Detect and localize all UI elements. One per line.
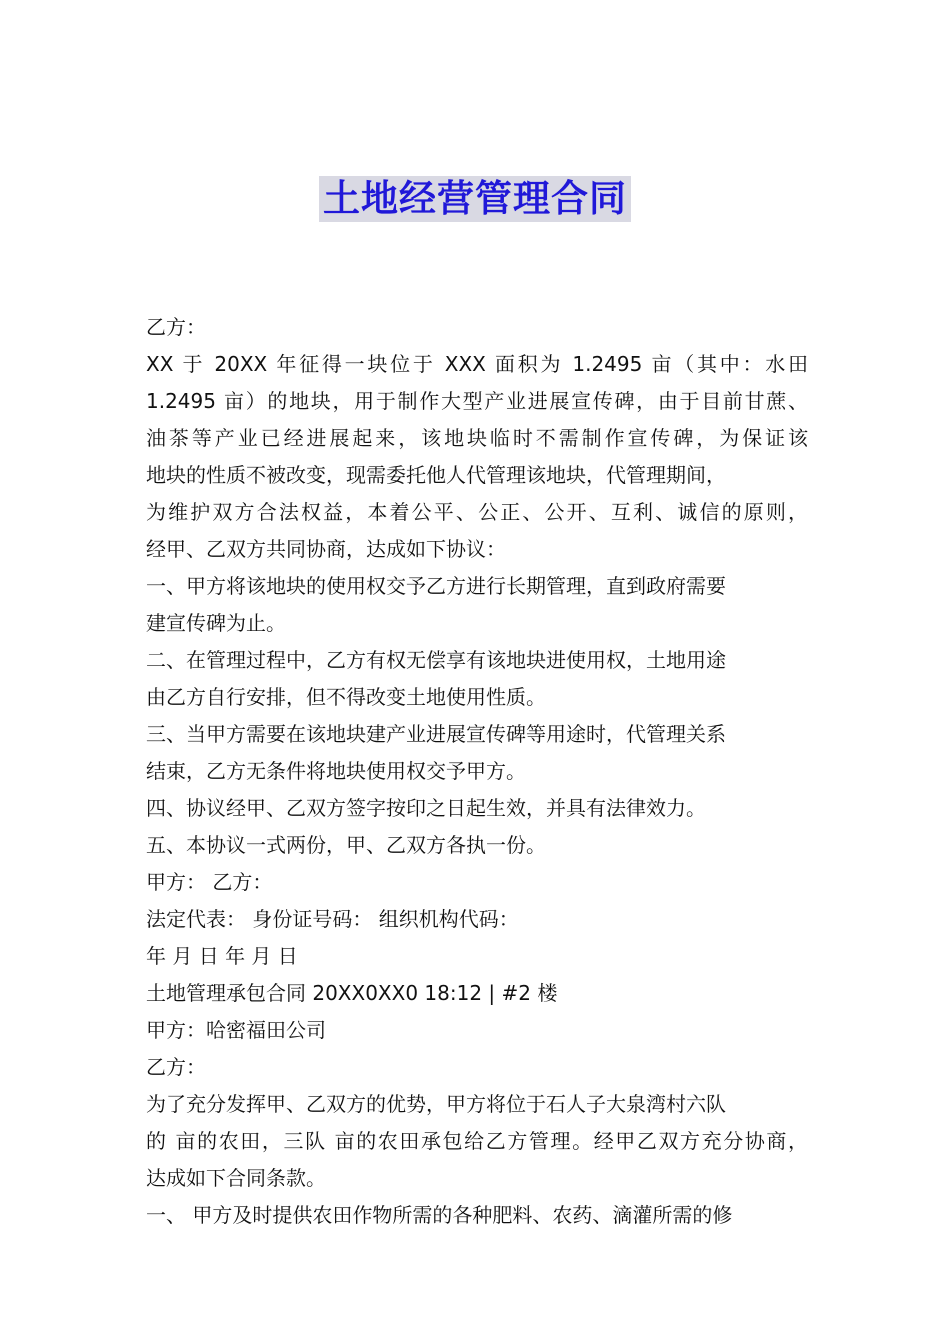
body-line: 甲方： 乙方： [146, 870, 273, 894]
body-line: XX 于 20XX 年征得一块位于 XXX 面积为 1.2495 亩（其中：水田 [146, 352, 808, 376]
body-line: 甲方：哈密福田公司 [146, 1018, 326, 1042]
body-line: 为了充分发挥甲、乙双方的优势，甲方将位于石人子大泉湾村六队 [146, 1092, 726, 1116]
body-line: 法定代表： 身份证号码： 组织机构代码： [146, 907, 519, 931]
document-title: 土地经营管理合同 [319, 176, 631, 222]
body-line: 地块的性质不被改变，现需委托他人代管理该地块，代管理期间， [146, 463, 726, 487]
body-line: 达成如下合同条款。 [146, 1166, 326, 1190]
body-line: 三、当甲方需要在该地块建产业进展宣传碑等用途时，代管理关系 [146, 722, 726, 746]
body-line: 的 亩的农田，三队 亩的农田承包给乙方管理。经甲乙双方充分协商， [146, 1129, 808, 1153]
body-line: 乙方： [146, 1055, 206, 1079]
document-body [146, 309, 808, 1234]
body-line: 由乙方自行安排，但不得改变土地使用性质。 [146, 685, 546, 709]
body-line: 土地管理承包合同 20XX0XX0 18:12 | #2 楼 [146, 981, 558, 1005]
body-line: 乙方： [146, 315, 206, 339]
body-line: 建宣传碑为止。 [146, 611, 286, 635]
body-line: 为维护双方合法权益，本着公平、公正、公开、互利、诚信的原则， [146, 500, 808, 524]
body-line: 1.2495 亩）的地块，用于制作大型产业进展宣传碑，由于目前甘蔗、 [146, 389, 808, 413]
body-line: 五、本协议一式两份，甲、乙双方各执一份。 [146, 833, 546, 857]
body-line: 二、在管理过程中，乙方有权无偿享有该地块进使用权，土地用途 [146, 648, 726, 672]
body-line: 油茶等产业已经进展起来，该地块临时不需制作宣传碑，为保证该 [146, 426, 808, 450]
body-line: 经甲、乙双方共同协商，达成如下协议： [146, 537, 506, 561]
body-line: 年 月 日 年 月 日 [146, 944, 298, 968]
body-line: 一、 甲方及时提供农田作物所需的各种肥料、农药、滴灌所需的修 [146, 1203, 733, 1227]
body-line: 一、甲方将该地块的使用权交予乙方进行长期管理，直到政府需要 [146, 574, 726, 598]
body-line: 四、协议经甲、乙双方签字按印之日起生效，并具有法律效力。 [146, 796, 706, 820]
body-line: 结束，乙方无条件将地块使用权交予甲方。 [146, 759, 526, 783]
title-area [0, 176, 950, 222]
